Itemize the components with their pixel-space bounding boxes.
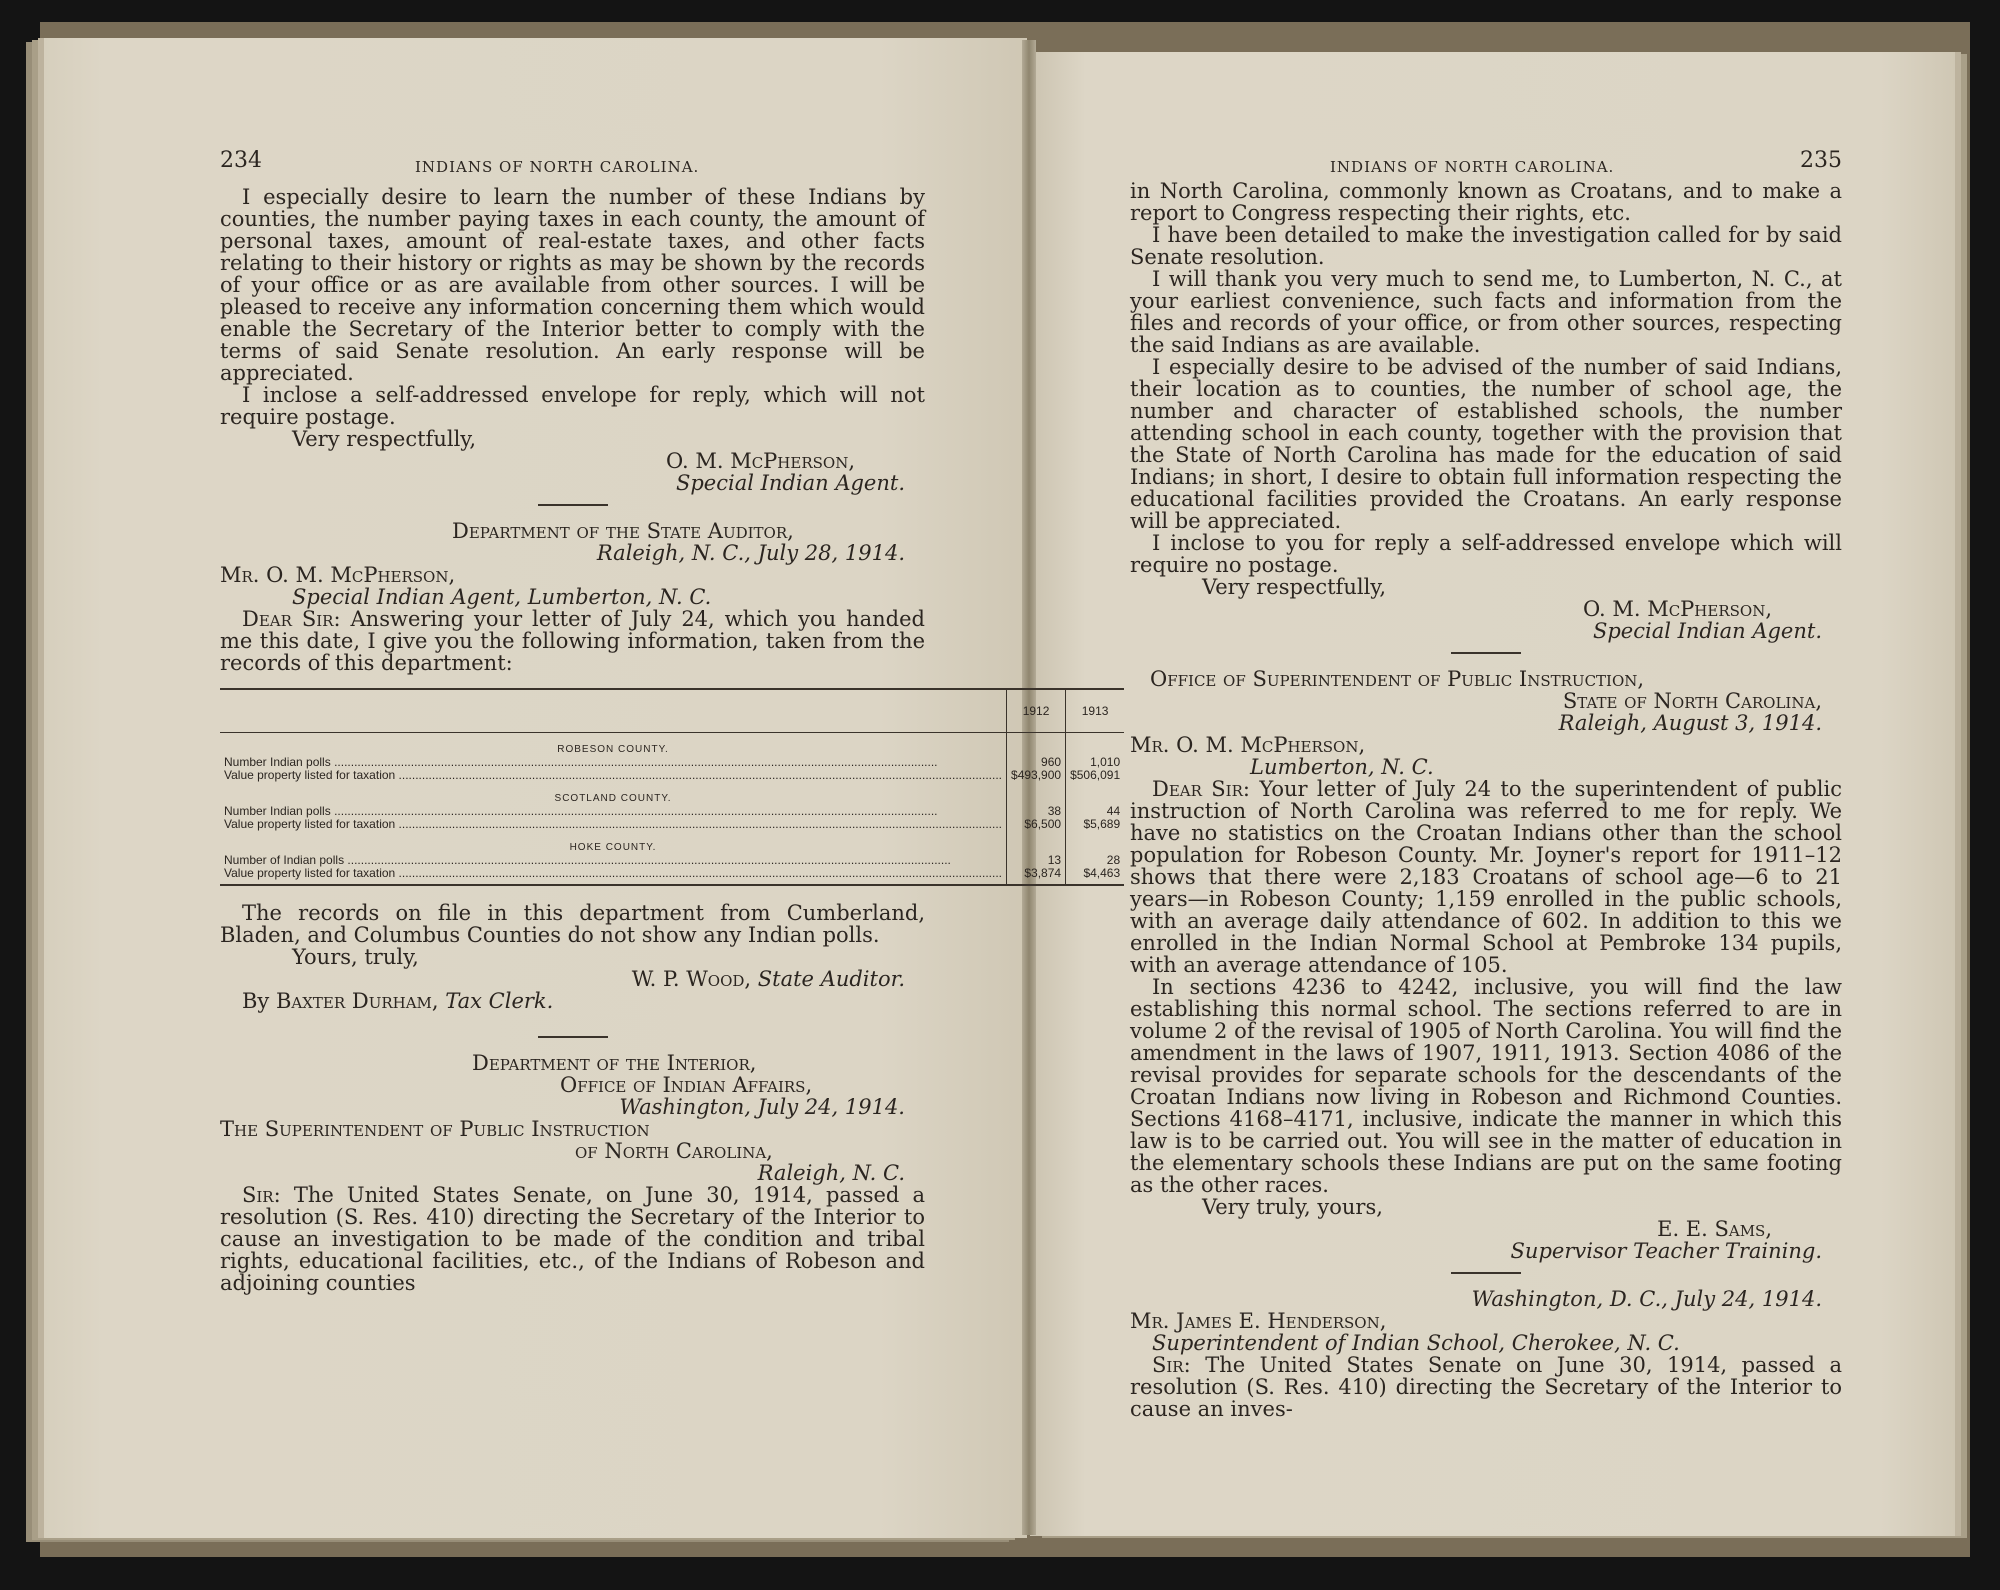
signature-name: O. M. McPherson,	[1583, 597, 1772, 621]
tax-table	[220, 688, 1124, 886]
right-header	[1130, 150, 1842, 180]
letter-body: The records on file in this department from Cumberland, Bladen, and Columbus Counties do not show any Indian polls.	[220, 901, 925, 947]
running-head: INDIANS OF NORTH CAROLINA.	[1330, 158, 1615, 176]
section-rule	[538, 1036, 608, 1038]
paragraph: I have been detailed to make the investigation called for by said Senate resolution.	[1130, 223, 1842, 269]
page-number: 235	[1800, 148, 1842, 173]
letter-recipient-address: Superintendent of Indian School, Cherokee, N. C.	[1152, 1331, 1680, 1355]
closing: Yours, truly,	[292, 945, 419, 969]
letter-recipient-address: Special Indian Agent, Lumberton, N. C.	[292, 585, 712, 609]
letter-body: In sections 4236 to 4242, inclusive, you will find the law establishing this normal school. The sections referred to are in volume 2 of the revisal of 1905 of North Carolina. You will find the amendment in the laws of 1907, 1911, 1913. Section 4086 of the revisal provides for separate schools for the descendants of the Croatan Indians now living in Robeson and Richmond Counties. Sections 4168–4171, inclusive, indicate the manner in which this law is to be carried out. You will see in the matter of education in the elementary schools these Indians are put on the same footing as the other races.	[1130, 975, 1842, 1197]
letter-date: Raleigh, August 3, 1914.	[1558, 711, 1822, 735]
signature-name: W. P. Wood, State Auditor.	[631, 967, 905, 991]
column-header-1912: 1912	[1007, 689, 1066, 733]
table-row: Number Indian polls ..... 38 44	[220, 805, 1124, 818]
letter-date: Washington, D. C., July 24, 1914.	[1471, 1287, 1822, 1311]
county-heading-row: HOKE COUNTY.	[220, 831, 1124, 854]
signature-name: E. E. Sams,	[1657, 1217, 1772, 1241]
signature-title: Special Indian Agent.	[1592, 619, 1822, 643]
signature-name: O. M. McPherson,	[666, 449, 855, 473]
paragraph: I especially desire to be advised of the number of said Indians, their location as to counties, the number of school age, the number and character of established schools, the number attending school in each county, together with the provision that the State of North Carolina has made for the education of said Indians; in short, I desire to obtain full information respecting the educational facilities provided the Croatans. An early response will be appreciated.	[1130, 355, 1842, 533]
table-row: Value property listed for taxation ..... $493,900 $506,091	[220, 769, 1124, 782]
letter-sender: Office of Superintendent of Public Instruction,	[1150, 667, 1645, 691]
paragraph: I especially desire to learn the number of these Indians by counties, the number paying taxes in each county, the amount of personal taxes, amount of real-estate taxes, and other facts relating to their history or rights as may be shown by the records of your office or as are available from other sources. I will be pleased to receive any information concerning them which would enable the Secretary of the Interior better to comply with the terms of said Senate resolution. An early response will be appreciated.	[220, 185, 925, 385]
paragraph: I inclose a self-addressed envelope for reply, which will not require postage.	[220, 383, 925, 429]
letter-recipient: Mr. O. M. McPherson,	[220, 563, 456, 587]
letter-sender: Department of the Interior,	[472, 1051, 757, 1075]
letter-body: Dear Sir: Answering your letter of July 24, which you handed me this date, I give you the following information, taken from the records of this department:	[220, 607, 925, 675]
county-heading-row: ROBESON COUNTY.	[220, 733, 1124, 757]
letter-date: Raleigh, N. C., July 28, 1914.	[596, 541, 905, 565]
signature-by: By Baxter Durham, Tax Clerk.	[242, 989, 554, 1013]
letter-recipient: Mr. James E. Henderson,	[1130, 1309, 1387, 1333]
letter-recipient-address: Raleigh, N. C.	[757, 1161, 905, 1185]
letter-recipient-address: Lumberton, N. C.	[1250, 755, 1434, 779]
table-row: Number Indian polls ..... 960 1,010	[220, 756, 1124, 769]
column-header-1913: 1913	[1066, 689, 1125, 733]
table-row: Value property listed for taxation ..... $3,874 $4,463	[220, 867, 1124, 885]
left-header	[220, 150, 925, 186]
letter-date: Washington, July 24, 1914.	[619, 1095, 905, 1119]
section-rule	[538, 504, 608, 506]
letter-sender: Department of the State Auditor,	[452, 519, 794, 543]
right-page-text	[1130, 150, 1842, 1420]
table-row: Value property listed for taxation ..... $6,500 $5,689	[220, 818, 1124, 831]
letter-recipient: The Superintendent of Public Instruction	[220, 1117, 650, 1141]
signature-title: Special Indian Agent.	[675, 471, 905, 495]
letter-body: Sir: The United States Senate, on June 30, 1914, passed a resolution (S. Res. 410) directing the Secretary of the Interior to cause an investigation to be made of the condition and tribal rights, educational facilities, etc., of the Indians of Robeson and adjoining counties	[220, 1183, 925, 1295]
letter-recipient: of North Carolina,	[575, 1139, 773, 1163]
letter-sender: Office of Indian Affairs,	[560, 1073, 813, 1097]
closing: Very respectfully,	[292, 427, 477, 451]
closing: Very respectfully,	[1202, 575, 1387, 599]
running-head: INDIANS OF NORTH CAROLINA.	[415, 158, 700, 176]
letter-sender: State of North Carolina,	[1562, 689, 1822, 713]
paragraph: I inclose to you for reply a self-addressed envelope which will require no postage.	[1130, 531, 1842, 577]
table-row: Number of Indian polls ..... 13 28	[220, 854, 1124, 867]
paragraph: in North Carolina, commonly known as Croatans, and to make a report to Congress respecting their rights, etc.	[1130, 179, 1842, 225]
section-rule	[1451, 1272, 1521, 1274]
letter-body: Dear Sir: Your letter of July 24 to the superintendent of public instruction of North Carolina was referred to me for reply. We have no statistics on the Croatan Indians other than the school population for Robeson County. Mr. Joyner's report for 1911–12 shows that there were 2,183 Croatans of school age—6 to 21 years—in Robeson County; 1,159 enrolled in the public schools, with an average daily attendance of 602. In addition to this we enrolled in the Indian Normal School at Pembroke 134 pupils, with an average attendance of 105.	[1130, 777, 1842, 977]
letter-body: Sir: The United States Senate on June 30, 1914, passed a resolution (S. Res. 410) directing the Secretary of the Interior to cause an inves-	[1130, 1353, 1842, 1421]
section-rule	[1451, 652, 1521, 654]
closing: Very truly, yours,	[1202, 1195, 1383, 1219]
page-number: 234	[220, 148, 262, 173]
signature-title: Supervisor Teacher Training.	[1510, 1239, 1822, 1263]
paragraph: I will thank you very much to send me, to Lumberton, N. C., at your earliest convenience, such facts and information from the files and records of your office, or from other sources, respecting the said Indians as are available.	[1130, 267, 1842, 357]
county-heading-row: SCOTLAND COUNTY.	[220, 782, 1124, 805]
left-page-text	[220, 148, 1121, 1295]
letter-recipient: Mr. O. M. McPherson,	[1130, 733, 1366, 757]
